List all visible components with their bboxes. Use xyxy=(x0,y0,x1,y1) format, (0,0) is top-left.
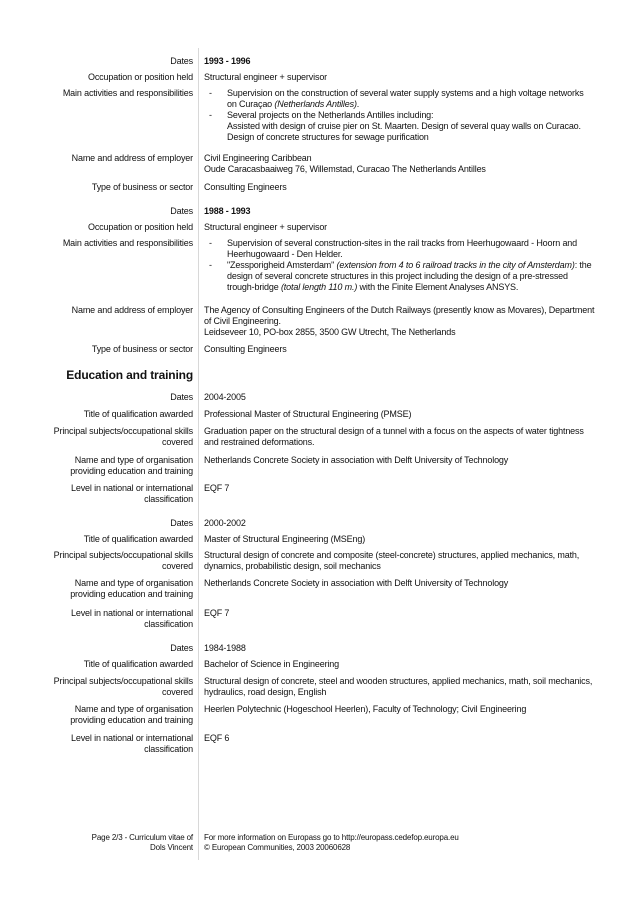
activity-item: - Supervision on the construction of several water supply systems and a high voltage networks on Curaçao (Netherlands Antilles). xyxy=(209,88,584,109)
work-employer: The Agency of Consulting Engineers of the Dutch Railways (presently know as Movares), Department of Civil Engineering. Leidseveer 10, PO-box 2855, 3500 GW Utrecht, The Netherlands xyxy=(204,305,595,337)
edu-subjects: Structural design of concrete, steel and wooden structures, applied mechanics, math, soil mechanics, hydraulics, road design, English xyxy=(204,676,593,697)
label-employer: Name and address of employer xyxy=(71,153,193,163)
label-level: Level in national or international classification xyxy=(71,733,193,754)
activity-item: - "Zessporigheid Amsterdam" (extension from 4 to 6 railroad tracks in the city of Amsterdam): the design of several concrete structures in this project including the design of a pre-stressed trough-bridge (total length 110 m.) with the Finite Element Analyses ANSYS. xyxy=(209,260,592,292)
label-dates: Dates xyxy=(170,56,193,66)
label-organisation: Name and type of organisation providing education and training xyxy=(70,455,193,476)
edu-organisation: Heerlen Polytechnic (Hogeschool Heerlen), Faculty of Technology; Civil Engineering xyxy=(204,704,527,714)
label-level: Level in national or international classification xyxy=(71,608,193,629)
activity-item: - Several projects on the Netherlands Antilles including: Assisted with design of cruise pier on St. Maarten. Design of several quay walls on Curacao. Design of concrete structures for sewage purification xyxy=(209,110,581,142)
label-level: Level in national or international classification xyxy=(71,483,193,504)
label-qualification: Title of qualification awarded xyxy=(83,659,193,669)
edu-level: EQF 7 xyxy=(204,608,230,618)
work-activities xyxy=(204,88,604,143)
edu-subjects: Structural design of concrete and composite (steel-concrete) structures, applied mechanics, math, dynamics, probabilistic design, soil mechanics xyxy=(204,550,580,571)
work-business: Consulting Engineers xyxy=(204,344,287,354)
edu-level: EQF 6 xyxy=(204,733,230,743)
label-subjects: Principal subjects/occupational skills covered xyxy=(53,426,193,447)
label-dates: Dates xyxy=(170,643,193,653)
work-business: Consulting Engineers xyxy=(204,182,287,192)
label-dates: Dates xyxy=(170,392,193,402)
edu-organisation: Netherlands Concrete Society in association with Delft University of Technology xyxy=(204,578,509,588)
label-organisation: Name and type of organisation providing education and training xyxy=(70,578,193,599)
edu-title: Bachelor of Science in Engineering xyxy=(204,659,339,669)
label-qualification: Title of qualification awarded xyxy=(83,534,193,544)
label-employer: Name and address of employer xyxy=(71,305,193,315)
edu-title: Master of Structural Engineering (MSEng) xyxy=(204,534,366,544)
work-occupation: Structural engineer + supervisor xyxy=(204,222,328,232)
label-activities: Main activities and responsibilities xyxy=(62,88,193,98)
column-divider xyxy=(198,48,199,860)
edu-subjects: Graduation paper on the structural design of a tunnel with a focus on the aspects of water tightness and restrained deformations. xyxy=(204,426,584,447)
work-occupation: Structural engineer + supervisor xyxy=(204,72,328,82)
footer-page-info: Page 2/3 - Curriculum vitae of Dols Vincent xyxy=(91,833,193,852)
label-dates: Dates xyxy=(170,206,193,216)
edu-dates: 2004-2005 xyxy=(204,392,246,402)
work-employer: Civil Engineering Caribbean Oude Caracasbaaiweg 76, Willemstad, Curacao The Netherlands Antilles xyxy=(204,153,486,174)
label-occupation: Occupation or position held xyxy=(87,222,193,232)
activity-item: - Supervision of several construction-sites in the rail tracks from Heerhugowaard - Hoorn and Heerhugowaard - Den Helder. xyxy=(209,238,578,259)
edu-dates: 2000-2002 xyxy=(204,518,246,528)
label-subjects: Principal subjects/occupational skills covered xyxy=(53,550,193,571)
label-subjects: Principal subjects/occupational skills covered xyxy=(53,676,193,697)
section-title-education: Education and training xyxy=(66,368,193,382)
label-dates: Dates xyxy=(170,518,193,528)
work-dates: 1988 - 1993 xyxy=(204,206,251,216)
label-business: Type of business or sector xyxy=(91,182,193,192)
label-activities: Main activities and responsibilities xyxy=(62,238,193,248)
label-qualification: Title of qualification awarded xyxy=(83,409,193,419)
label-organisation: Name and type of organisation providing education and training xyxy=(70,704,193,725)
work-activities xyxy=(204,238,604,293)
edu-organisation: Netherlands Concrete Society in association with Delft University of Technology xyxy=(204,455,509,465)
edu-title: Professional Master of Structural Engineering (PMSE) xyxy=(204,409,412,419)
footer-europass: For more information on Europass go to http://europass.cedefop.europa.eu © European Communities, 2003 20060628 xyxy=(204,833,459,852)
label-occupation: Occupation or position held xyxy=(87,72,193,82)
edu-level: EQF 7 xyxy=(204,483,230,493)
edu-dates: 1984-1988 xyxy=(204,643,246,653)
label-business: Type of business or sector xyxy=(91,344,193,354)
work-dates: 1993 - 1996 xyxy=(204,56,251,66)
